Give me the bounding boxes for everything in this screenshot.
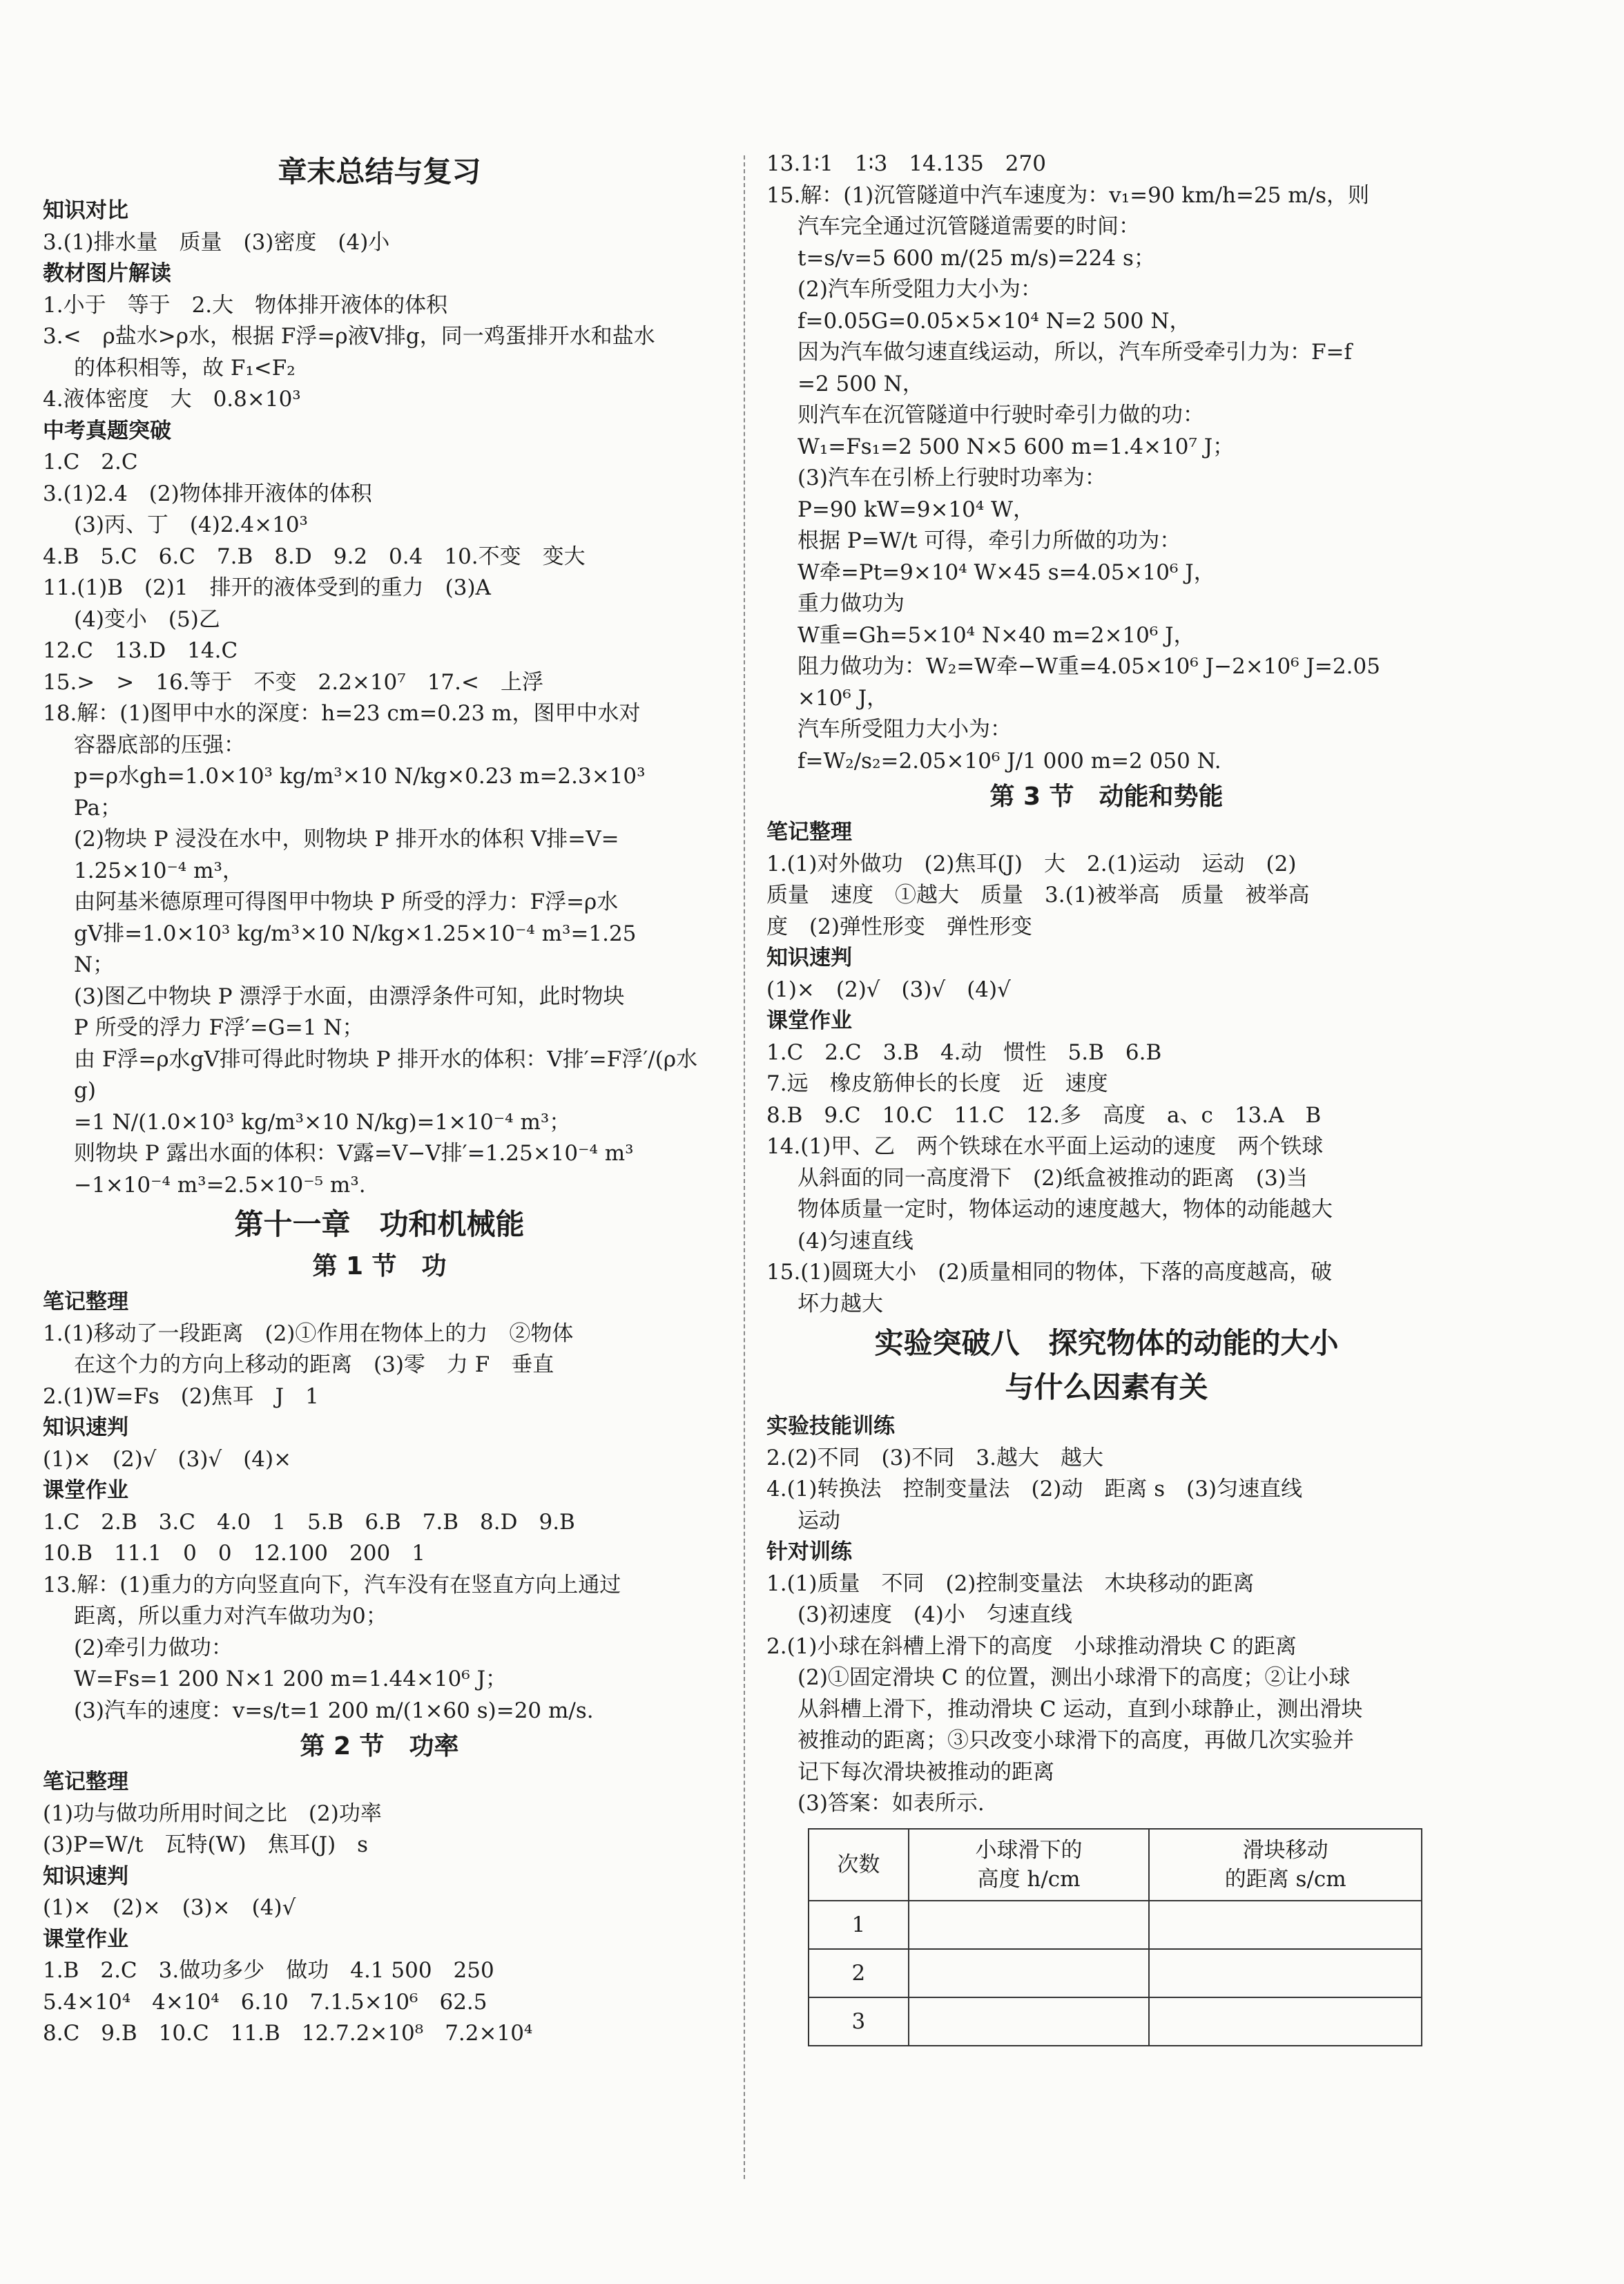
section-heading: 知识速判 <box>766 946 852 970</box>
answer-line: 1.(1)移动了一段距离 (2)①作用在物体上的力 ②物体 <box>43 1321 574 1346</box>
table-cell-empty <box>909 1997 1150 2046</box>
answer-line: 14.(1)甲、乙 两个铁球在水平面上运动的速度 两个铁球 <box>766 1134 1324 1159</box>
answer-line: (4)变小 (5)乙 <box>74 606 220 632</box>
answer-line: 15.> > 16.等于 不变 2.2×10⁷ 17.< 上浮 <box>43 669 543 695</box>
answer-line: (4)匀速直线 <box>798 1228 914 1254</box>
answer-line: 容器底部的压强： <box>74 732 245 758</box>
section-heading: 实验技能训练 <box>766 1414 895 1439</box>
answer-line: 重力做功为 <box>798 591 905 616</box>
answer-line: 记下每次滑块被推动的距离 <box>798 1759 1054 1785</box>
answer-line: N； <box>74 952 115 977</box>
section-heading: 知识速判 <box>43 1415 128 1440</box>
answer-line: 从斜面的同一高度滑下 (2)纸盒被推动的距离 (3)当 <box>798 1165 1308 1191</box>
table-cell-empty <box>1149 1949 1422 1997</box>
answer-line: 18.解：(1)图甲中水的深度：h=23 cm=0.23 m，图甲中水对 <box>43 701 641 726</box>
answer-line: 的体积相等，故 F₁<F₂ <box>74 355 296 381</box>
answer-line: 8.C 9.B 10.C 11.B 12.7.2×10⁸ 7.2×10⁴ <box>43 2021 533 2046</box>
results-table <box>808 1828 1422 2046</box>
section-heading: 笔记整理 <box>43 1289 128 1314</box>
section-subtitle: 第 3 节 动能和势能 <box>989 783 1224 811</box>
answer-line: (2)汽车所受阻力大小为： <box>798 277 1042 302</box>
section-heading: 课堂作业 <box>43 1478 128 1503</box>
answer-line: =2 500 N， <box>798 371 924 396</box>
answer-line: (1)功与做功所用时间之比 (2)功率 <box>43 1801 382 1826</box>
answer-line: 3.(1)2.4 (2)物体排开液体的体积 <box>43 481 372 506</box>
answer-line: 3.(1)排水量 质量 (3)密度 (4)小 <box>43 229 390 255</box>
answer-line: 15.解：(1)沉管隧道中汽车速度为：v₁=90 km/h=25 m/s，则 <box>766 182 1370 208</box>
answer-line: (1)× (2)× (3)× (4)√ <box>43 1895 296 1920</box>
answer-line: (1)× (2)√ (3)√ (4)√ <box>766 977 1011 1002</box>
answer-line: Pa； <box>74 795 122 820</box>
answer-line: 12.C 13.D 14.C <box>43 638 238 663</box>
section-heading: 中考真题突破 <box>43 418 171 443</box>
answer-line: t=s/v=5 600 m/(25 m/s)=224 s； <box>798 245 1155 271</box>
table-cell: 2 <box>809 1949 909 1997</box>
answer-line: 阻力做功为：W₂=W牵−W重=4.05×10⁶ J−2×10⁶ J=2.05 <box>798 654 1380 679</box>
answer-line: ×10⁶ J， <box>798 685 889 711</box>
answer-line: 1.C 2.C 3.B 4.动 惯性 5.B 6.B <box>766 1039 1162 1065</box>
answer-line: 因为汽车做匀速直线运动，所以，汽车所受牵引力为：F=f <box>798 340 1352 365</box>
section-heading: 知识对比 <box>43 198 128 223</box>
table-row <box>809 1949 1422 1997</box>
answer-line: W=Fs=1 200 N×1 200 m=1.44×10⁶ J； <box>74 1667 508 1691</box>
answer-line: 由阿基米德原理可得图甲中物块 P 所受的浮力：F浮=ρ水 <box>74 890 619 914</box>
answer-line: 距离，所以重力对汽车做功为0； <box>74 1604 387 1629</box>
answer-line: (3)汽车在引桥上行驶时功率为： <box>798 466 1106 490</box>
answer-line: f=0.05G=0.05×5×10⁴ N=2 500 N， <box>798 308 1191 334</box>
column-divider <box>744 155 745 2179</box>
answer-line: 1.25×10⁻⁴ m³， <box>74 858 244 883</box>
table-cell: 3 <box>809 1997 909 2046</box>
table-row <box>809 1901 1422 1949</box>
section-heading: 针对训练 <box>766 1539 852 1564</box>
answer-line: 坏力越大 <box>798 1291 883 1316</box>
answer-line: 1.C 2.B 3.C 4.0 1 5.B 6.B 7.B 8.D 9.B <box>43 1509 575 1535</box>
table-cell-empty <box>909 1901 1150 1949</box>
section-title: 第十一章 功和机械能 <box>234 1207 525 1241</box>
answer-line: (3)初速度 (4)小 匀速直线 <box>798 1602 1072 1627</box>
answer-line: 从斜槽上滑下，推动滑块 C 运动，直到小球静止，测出滑块 <box>798 1696 1363 1722</box>
table-header-cell: 滑块移动 的距离 s/cm <box>1149 1829 1422 1901</box>
answer-line: 13.1∶1 1∶3 14.135 270 <box>766 151 1046 176</box>
answer-line: 8.B 9.C 10.C 11.C 12.多 高度 a、c 13.A B <box>766 1102 1322 1128</box>
answer-line: 5.4×10⁴ 4×10⁴ 6.10 7.1.5×10⁶ 62.5 <box>43 1989 487 2015</box>
answer-line: p=ρ水gh=1.0×10³ kg/m³×10 N/kg×0.23 m=2.3×10³ <box>74 764 646 789</box>
answer-line: 1.(1)质量 不同 (2)控制变量法 木块移动的距离 <box>766 1571 1255 1596</box>
answer-line: P=90 kW=9×10⁴ W， <box>798 497 1035 522</box>
answer-line: 11.(1)B (2)1 排开的液体受到的重力 (3)A <box>43 575 491 600</box>
section-heading: 知识速判 <box>43 1863 128 1889</box>
answer-line: 在这个力的方向上移动的距离 (3)零 力 F 垂直 <box>74 1352 554 1377</box>
answer-line: 3.< ρ盐水>ρ水，根据 F浮=ρ液V排g，同一鸡蛋排开水和盐水 <box>43 324 655 349</box>
answer-line: P 所受的浮力 F浮′=G=1 N； <box>74 1015 364 1040</box>
answer-line: (2)牵引力做功： <box>74 1635 233 1660</box>
table-cell-empty <box>1149 1901 1422 1949</box>
answer-line: 13.解：(1)重力的方向竖直向下，汽车没有在竖直方向上通过 <box>43 1572 621 1597</box>
answer-line: 被推动的距离；③只改变小球滑下的高度，再做几次实验并 <box>798 1728 1354 1753</box>
answer-line: 则物块 P 露出水面的体积：V露=V−V排′=1.25×10⁻⁴ m³ <box>74 1141 634 1166</box>
answer-line: 4.B 5.C 6.C 7.B 8.D 9.2 0.4 10.不变 变大 <box>43 544 586 569</box>
answer-line: (3)P=W/t 瓦特(W) 焦耳(J) s <box>43 1832 369 1857</box>
table-cell: 1 <box>809 1901 909 1949</box>
answer-line: (3)汽车的速度：v=s/t=1 200 m/(1×60 s)=20 m/s. <box>74 1698 594 1723</box>
table-header-cell: 次数 <box>809 1829 909 1901</box>
answer-line: W₁=Fs₁=2 500 N×5 600 m=1.4×10⁷ J； <box>798 434 1235 459</box>
answer-line: 1.小于 等于 2.大 物体排开液体的体积 <box>43 292 448 318</box>
section-heading: 课堂作业 <box>766 1008 852 1033</box>
table-row <box>809 1997 1422 2046</box>
section-title: 与什么因素有关 <box>1005 1370 1208 1404</box>
answer-line: 2.(2)不同 (3)不同 3.越大 越大 <box>766 1445 1103 1470</box>
section-title: 实验突破八 探究物体的动能的大小 <box>874 1326 1339 1360</box>
answer-line: 1.B 2.C 3.做功多少 做功 4.1 500 250 <box>43 1958 494 1983</box>
answer-line: 1.(1)对外做功 (2)焦耳(J) 大 2.(1)运动 运动 (2) <box>766 851 1297 876</box>
answer-line: 根据 P=W/t 可得，牵引力所做的功为： <box>798 528 1181 553</box>
answer-line: 度 (2)弹性形变 弹性形变 <box>766 914 1032 939</box>
answer-line: (3)答案：如表所示. <box>798 1791 985 1816</box>
section-subtitle: 第 2 节 功率 <box>300 1732 459 1760</box>
answer-line: 2.(1)W=Fs (2)焦耳 J 1 <box>43 1383 319 1409</box>
section-heading: 笔记整理 <box>766 820 852 845</box>
answer-line: 15.(1)圆斑大小 (2)质量相同的物体，下落的高度越高，破 <box>766 1260 1333 1285</box>
section-heading: 课堂作业 <box>43 1926 128 1952</box>
answer-line: =1 N/(1.0×10³ kg/m³×10 N/kg)=1×10⁻⁴ m³； <box>74 1109 571 1135</box>
table-header-cell: 小球滑下的 高度 h/cm <box>909 1829 1150 1901</box>
answer-line: 则汽车在沉管隧道中行驶时牵引力做的功： <box>798 403 1204 428</box>
answer-line: (2)物块 P 浸没在水中，则物块 P 排开水的体积 V排=V= <box>74 827 619 852</box>
section-heading: 教材图片解读 <box>43 261 171 286</box>
table-cell-empty <box>909 1949 1150 1997</box>
answer-line: −1×10⁻⁴ m³=2.5×10⁻⁵ m³. <box>74 1172 366 1198</box>
answer-line: (3)丙、丁 (4)2.4×10³ <box>74 512 308 537</box>
section-title: 章末总结与复习 <box>278 155 481 189</box>
answer-line: W重=Gh=5×10⁴ N×40 m=2×10⁶ J， <box>798 622 1195 648</box>
answer-line: (2)①固定滑块 C 的位置，测出小球滑下的高度；②让小球 <box>798 1665 1351 1690</box>
answer-line: 由 F浮=ρ水gV排可得此时物块 P 排开水的体积：V排′=F浮′/(ρ水g) <box>74 1046 698 1103</box>
answer-line: 物体质量一定时，物体运动的速度越大，物体的动能越大 <box>798 1197 1333 1222</box>
answer-line: 7.远 橡皮筋伸长的长度 近 速度 <box>766 1071 1108 1096</box>
answer-line: (1)× (2)√ (3)√ (4)× <box>43 1446 292 1472</box>
answer-line: 汽车所受阻力大小为： <box>798 717 1012 742</box>
answer-line: gV排=1.0×10³ kg/m³×10 N/kg×1.25×10⁻⁴ m³=1.25 <box>74 921 637 946</box>
answer-line: 运动 <box>798 1508 840 1533</box>
answer-line: 10.B 11.1 0 0 12.100 200 1 <box>43 1541 425 1566</box>
answer-line: 4.(1)转换法 控制变量法 (2)动 距离 s (3)匀速直线 <box>766 1477 1303 1501</box>
answer-line: W牵=Pt=9×10⁴ W×45 s=4.05×10⁶ J， <box>798 559 1215 585</box>
answer-line: 2.(1)小球在斜槽上滑下的高度 小球推动滑块 C 的距离 <box>766 1633 1297 1659</box>
answer-line: 4.液体密度 大 0.8×10³ <box>43 387 301 412</box>
section-subtitle: 第 1 节 功 <box>312 1252 447 1280</box>
left-column <box>43 148 716 2050</box>
answer-line: f=W₂/s₂=2.05×10⁶ J/1 000 m=2 050 N. <box>798 748 1221 774</box>
section-heading: 笔记整理 <box>43 1769 128 1794</box>
answer-line: 质量 速度 ①越大 质量 3.(1)被举高 质量 被举高 <box>766 883 1310 908</box>
right-column <box>766 148 1447 2046</box>
answer-line: (3)图乙中物块 P 漂浮于水面，由漂浮条件可知，此时物块 <box>74 983 625 1009</box>
answer-line: 1.C 2.C <box>43 450 138 474</box>
answer-line: 汽车完全通过沉管隧道需要的时间： <box>798 214 1140 239</box>
table-cell-empty <box>1149 1997 1422 2046</box>
